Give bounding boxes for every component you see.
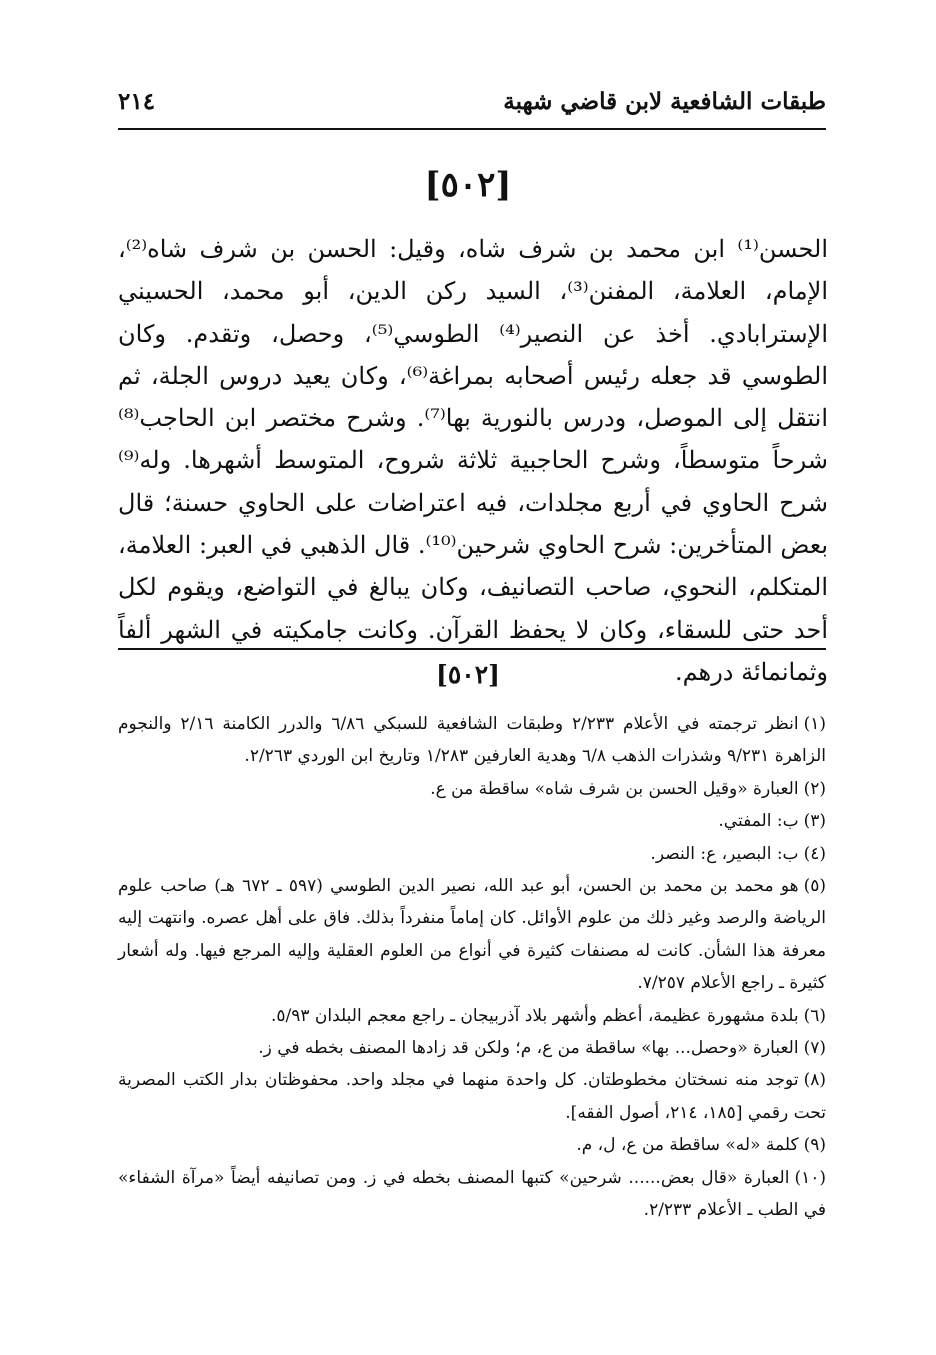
footnote-item — [118, 1032, 826, 1064]
footnotes-section — [118, 708, 826, 1227]
footnote-item — [118, 708, 826, 773]
footnote-label: (٧) — [803, 1038, 826, 1059]
footnote-text: توجد منه نسختان مخطوطتان. كل واحدة منهما في مجلد واحد. محفوظتان بدار الكتب المصرية تحت رقمي [١٨٥، ٢١٤، أصول الفقه]. — [118, 1070, 826, 1123]
footnote-label: (٣) — [803, 811, 826, 832]
entry-number: [٥٠٢] — [424, 165, 512, 205]
footnote-label: (٩) — [803, 1135, 826, 1156]
running-header — [118, 80, 826, 122]
biography-text — [118, 228, 828, 693]
footnote-text: العبارة «وقيل الحسن بن شرف شاه» ساقطة من ع. — [430, 778, 799, 799]
footnote-label: (١) — [803, 714, 826, 734]
book-title: طبقات الشافعية لابن قاضي شهبة — [503, 87, 826, 115]
footnote-text: بلدة مشهورة عظيمة، أعظم وأشهر بلاد آذربيجان ـ راجع معجم البلدان ٥/٩٣. — [270, 1005, 799, 1026]
footnote-item — [118, 1064, 826, 1129]
footnote-text: هو محمد بن محمد بن الحسن، أبو عبد الله، نصير الدين الطوسي (٥٩٧ ـ ٦٧٢ هـ) صاحب علوم الرياضة والرصد وغير ذلك من علوم الأوائل. كان إماماً منفرداً بذلك. فاق على أهل عصره. وانتهت إليه معرفة هذا الشأن. كانت له مصنفات كثيرة في أنواع من العلوم العقلية وإليه المرجع فيها. وله أشعار كثيرة ـ راجع الأعلام ٧/٢٥٧. — [118, 876, 826, 994]
footnote-text: العبارة «وحصل... بها» ساقطة من ع، م؛ ولكن قد زادها المصنف بخطه في ز. — [258, 1038, 799, 1059]
footnote-label: (٨) — [803, 1070, 826, 1091]
footnote-label: (٦) — [803, 1005, 826, 1026]
footnote-text: ب: المفتي. — [718, 811, 799, 832]
footnote-divider — [118, 648, 826, 650]
footnote-label: (١٠) — [794, 1167, 826, 1188]
page-number: ٢١٤ — [118, 87, 156, 115]
footnote-text: ب: البصير، ع: النصر. — [650, 843, 799, 864]
footnote-label: (٥) — [803, 876, 826, 897]
footnote-entry-number: [٥٠٢] — [436, 660, 500, 689]
footnote-item — [118, 838, 826, 870]
footnote-item — [118, 1162, 826, 1227]
header-divider — [118, 128, 826, 130]
footnote-item — [118, 773, 826, 805]
footnote-text: العبارة «قال بعض...... شرحين» كتبها المصنف بخطه في ز. ومن تصانيفه أيضاً «مرآة الشفاء» في الطب ـ الأعلام ٢/٢٣٣. — [118, 1167, 826, 1221]
footnote-text: انظر ترجمته في الأعلام ٢/٢٣٣ وطبقات الشافعية للسبكي ٦/٨٦ والدرر الكامنة ٢/١٦ والنجوم الزاهرة ٩/٢٣١ وشذرات الذهب ٦/٨ وهدية العارفين ١/٢٨٣ وتاريخ ابن الوردي ٢/٢٦٣. — [118, 714, 826, 767]
footnote-item — [118, 1129, 826, 1161]
footnote-item — [118, 870, 826, 1000]
biography-paragraph: الحسن⁽¹⁾ ابن محمد بن شرف شاه، وقيل: الحسن بن شرف شاه⁽²⁾، الإمام، العلامة، المفنن⁽³⁾، السيد ركن الدين، أبو محمد، الحسيني الإسترابادي. أخذ عن النصير⁽⁴⁾ الطوسي⁽⁵⁾، وحصل، وتقدم. وكان الطوسي قد جعله رئيس أصحابه بمراغة⁽⁶⁾، وكان يعيد دروس الجلة، ثم انتقل إلى الموصل، ودرس بالنورية بها⁽⁷⁾. وشرح مختصر ابن الحاجب⁽⁸⁾ شرحاً متوسطاً، وشرح الحاجبية ثلاثة شروح، المتوسط أشهرها. وله⁽⁹⁾ شرح الحاوي في أربع مجلدات، فيه اعتراضات على الحاوي حسنة؛ قال بعض المتأخرين: شرح الحاوي شرحين⁽¹⁰⁾. قال الذهبي في العبر: العلامة، المتكلم، النحوي، صاحب التصانيف، وكان يبالغ في التواضع، ويقوم لكل أحد حتى للسقاء، وكان لا يحفظ القرآن. وكانت جامكيته في الشهر ألفاً وثمانمائة درهم. — [118, 235, 829, 686]
footnote-text: كلمة «له» ساقطة من ع، ل، م. — [576, 1135, 799, 1156]
footnote-label: (٢) — [803, 778, 826, 799]
footnote-label: (٤) — [803, 843, 826, 864]
footnote-item — [118, 1000, 826, 1032]
footnote-item — [118, 805, 826, 837]
